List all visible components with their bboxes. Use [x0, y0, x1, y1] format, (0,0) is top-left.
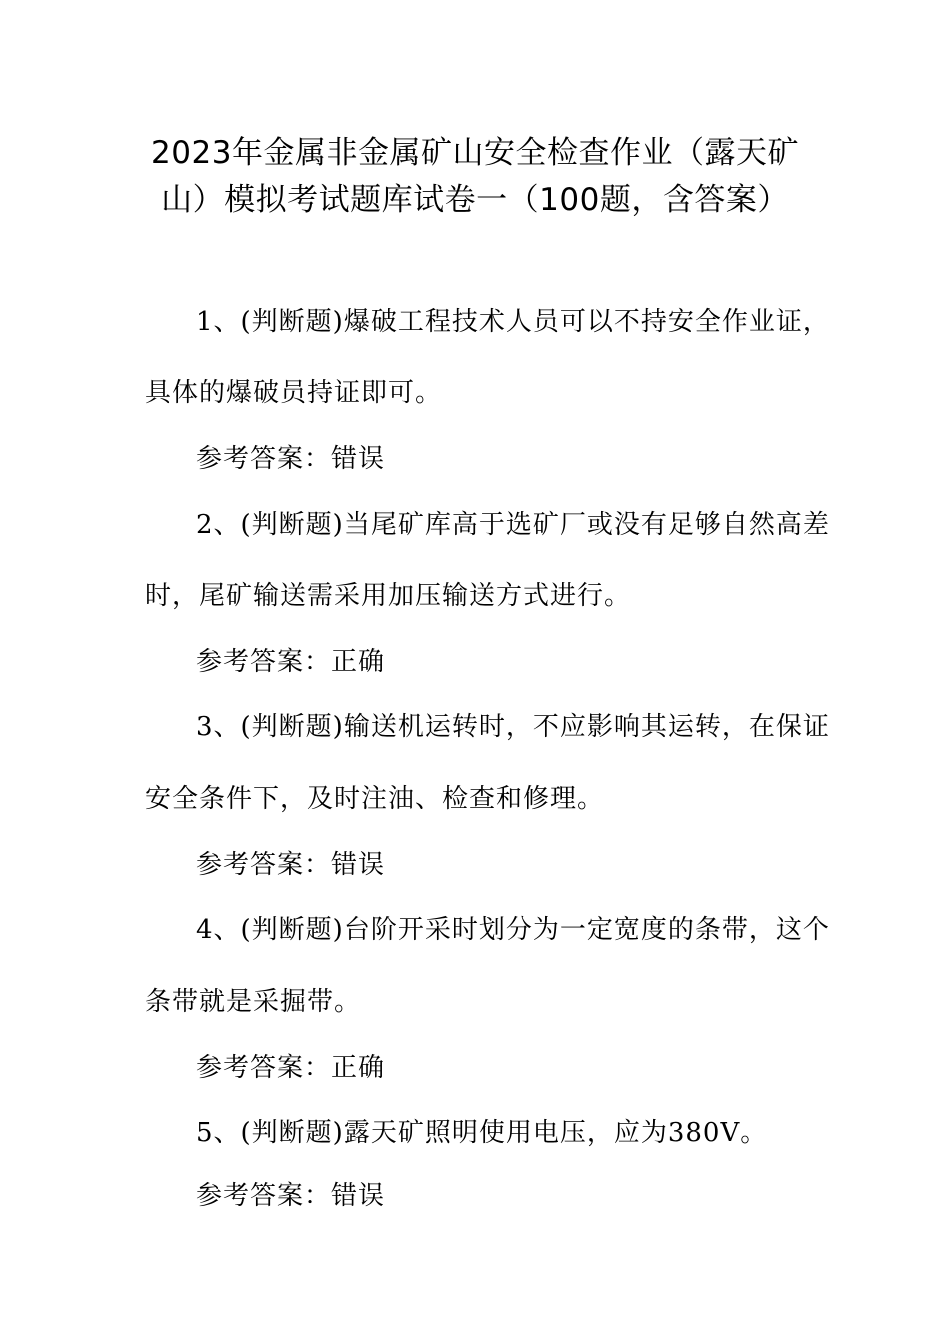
question-3-answer: 参考答案：错误: [196, 850, 386, 880]
question-1-line-2: 具体的爆破员持证即可。: [145, 378, 443, 408]
title-line-1: 2023年金属非金属矿山安全检查作业（露天矿: [151, 135, 799, 171]
question-3-line-2: 安全条件下，及时注油、检查和修理。: [145, 784, 605, 814]
question-2-line-1: 2、(判断题)当尾矿库高于选矿厂或没有足够自然高差: [196, 510, 830, 540]
title-line-2: 山）模拟考试题库试卷一（100题，含答案）: [161, 182, 789, 218]
question-2-line-2: 时，尾矿输送需采用加压输送方式进行。: [145, 581, 632, 611]
question-1-answer: 参考答案：错误: [196, 444, 386, 474]
question-4-line-2: 条带就是采掘带。: [145, 987, 362, 1017]
question-4-answer: 参考答案：正确: [196, 1053, 386, 1083]
question-4-line-1: 4、(判断题)台阶开采时划分为一定宽度的条带，这个: [196, 915, 830, 945]
question-1-line-1: 1、(判断题)爆破工程技术人员可以不持安全作业证，: [196, 307, 830, 337]
document-title: [140, 130, 810, 224]
question-2-answer: 参考答案：正确: [196, 647, 386, 677]
question-5-answer: 参考答案：错误: [196, 1181, 386, 1211]
question-5-line-1: 5、(判断题)露天矿照明使用电压，应为380V。: [196, 1118, 768, 1148]
question-3-line-1: 3、(判断题)输送机运转时，不应影响其运转，在保证: [196, 712, 830, 742]
